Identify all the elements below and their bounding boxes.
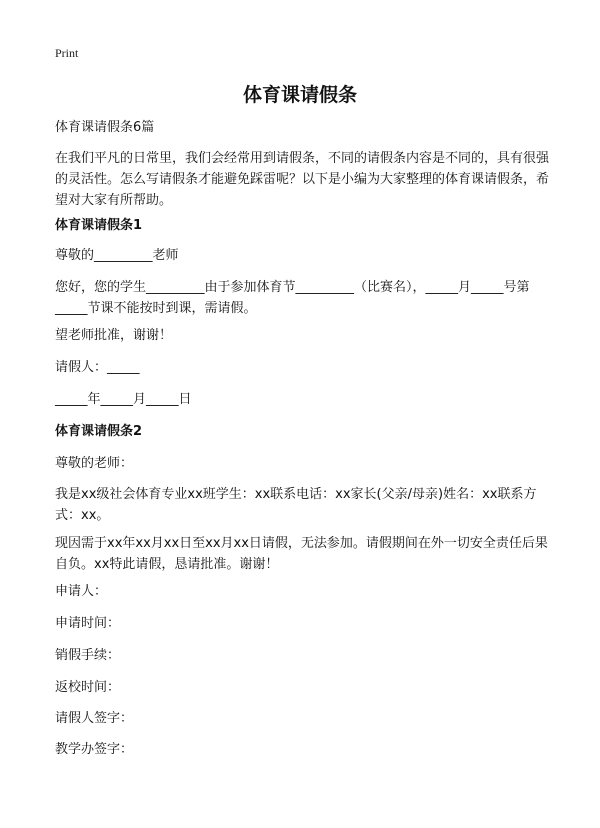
section1-body: 您好，您的学生_________由于参加体育节_________（比赛名），_____月_____号第_____节课不能按时到课，需请假。 bbox=[55, 280, 530, 316]
page-title: 体育课请假条 bbox=[242, 84, 357, 106]
section2-body1: 我是xx级社会体育专业xx班学生：xx联系电话：xx家长(父亲/母亲)姓名：xx联系方式：xx。 bbox=[55, 487, 537, 523]
section1-signer: 请假人：_____ bbox=[55, 360, 140, 375]
field-applicant-signature: 请假人签字： bbox=[55, 711, 134, 726]
section2-body2: 现因需于xx年xx月xx日至xx月xx日请假，无法参加。请假期间在外一切安全责任后果自负。xx特此请假，恳请批准。谢谢！ bbox=[55, 536, 548, 572]
section1-date: _____年_____月_____日 bbox=[55, 392, 192, 407]
section2-heading: 体育课请假条2 bbox=[55, 424, 143, 439]
intro-paragraph: 在我们平凡的日常里，我们会经常用到请假条，不同的请假条内容是不同的，具有很强的灵活性。怎么写请假条才能避免踩雷呢？以下是小编为大家整理的体育课请假条，希望对大家有所帮助。 bbox=[55, 151, 550, 208]
section1-request: 望老师批准，谢谢！ bbox=[55, 328, 173, 343]
subtitle: 体育课请假条6篇 bbox=[55, 120, 155, 135]
field-apply-time: 申请时间： bbox=[55, 616, 121, 631]
print-label[interactable]: Print bbox=[55, 46, 79, 60]
section2-salutation: 尊敬的老师： bbox=[55, 456, 134, 471]
field-leave-cancel: 销假手续： bbox=[55, 648, 121, 663]
field-applicant: 申请人： bbox=[55, 584, 108, 599]
section1-salutation: 尊敬的_________老师 bbox=[55, 248, 179, 263]
section1-heading: 体育课请假条1 bbox=[55, 218, 143, 233]
field-return-time: 返校时间： bbox=[55, 680, 121, 695]
field-office-signature: 教学办签字： bbox=[55, 742, 134, 757]
